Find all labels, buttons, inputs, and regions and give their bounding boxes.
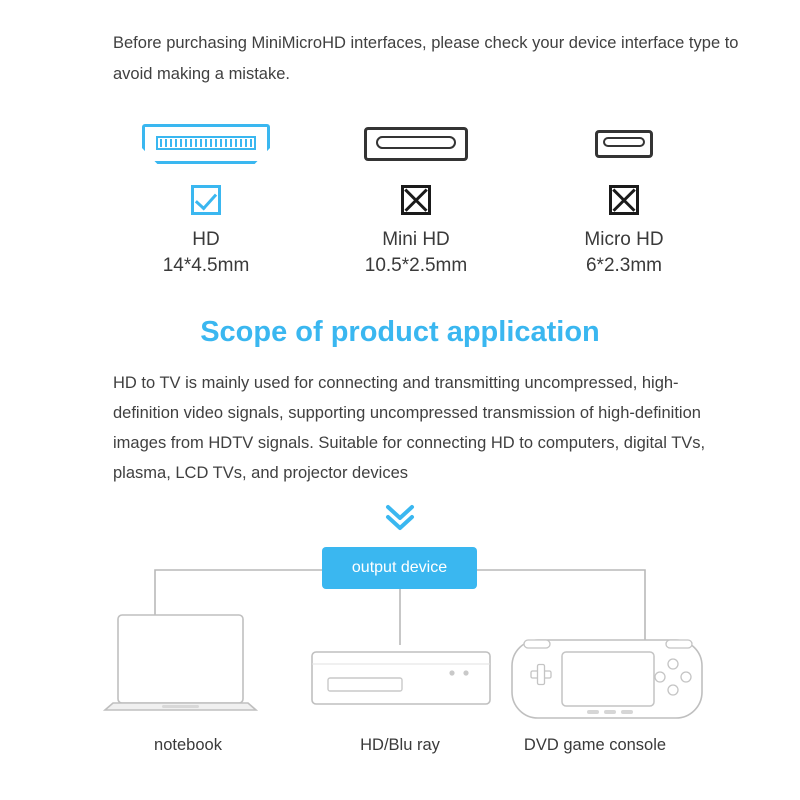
connector-mini-hd-name: Mini HD [382, 229, 450, 250]
micro-hd-port-illustration [524, 115, 724, 173]
cross-icon [401, 185, 431, 215]
intro-paragraph: Before purchasing MiniMicroHD interfaces, please check your device interface type to avoid making a mistake. [113, 34, 739, 83]
connector-comparison [90, 115, 730, 290]
connector-micro-hd-size: 6*2.3mm [585, 255, 663, 276]
connector-hd [106, 115, 306, 277]
output-device-box: output device [322, 547, 477, 589]
chevron-down-icon [382, 503, 418, 533]
cross-icon [609, 185, 639, 215]
device-label-hd-bluray: HD/Blu ray [360, 736, 440, 754]
bluray-player-illustration [312, 652, 490, 704]
mini-hd-port-illustration [316, 115, 516, 173]
notebook-illustration [105, 615, 256, 710]
scope-description: HD to TV is mainly used for connecting and transmitting uncompressed, high-definition video signals, supporting uncompressed transmission of high-definition images from HDTV signals. Suitable for connecting HD to computers, digital TVs, plasma, LCD TVs, and projector devices [113, 374, 706, 482]
device-label-notebook: notebook [154, 736, 222, 754]
connector-micro-hd-name: Micro HD [584, 229, 664, 250]
connection-diagram [100, 540, 720, 770]
scope-title: Scope of product application [200, 316, 600, 348]
connector-hd-size: 14*4.5mm [162, 255, 250, 276]
device-label-dvd-game-console: DVD game console [523, 736, 667, 754]
game-console-illustration [512, 640, 702, 718]
checkmark-icon [191, 185, 221, 215]
hd-port-illustration [106, 115, 306, 173]
connector-hd-name: HD [192, 229, 220, 250]
connector-mini-hd [316, 115, 516, 277]
connector-mini-hd-size: 10.5*2.5mm [364, 255, 468, 276]
connector-micro-hd [524, 115, 724, 277]
